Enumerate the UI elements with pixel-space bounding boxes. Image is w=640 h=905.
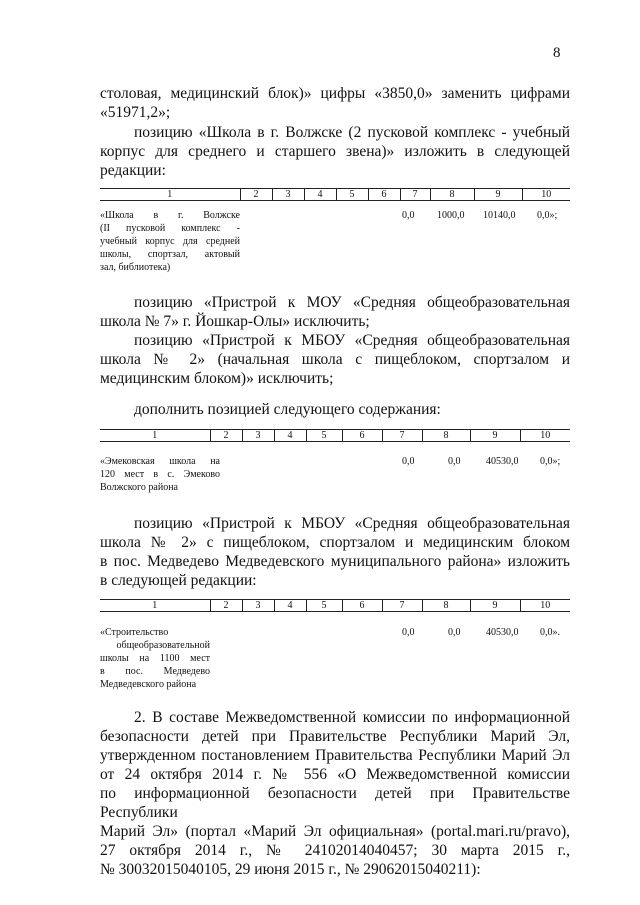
column-header: 10: [522, 189, 570, 201]
paragraph-line: редакции:: [100, 162, 166, 179]
column-header: 8: [422, 600, 470, 612]
cell-col9: 40530,0: [486, 456, 519, 467]
column-header: 4: [304, 189, 336, 201]
paragraph-line: № 30032015040105, 29 июня 2015 г., № 29062015040211):: [100, 861, 481, 878]
row-name-line: «Строительство: [100, 627, 169, 638]
column-header: 6: [368, 189, 400, 201]
table-header-2: [100, 429, 570, 442]
cell-col7: 0,0: [402, 627, 415, 638]
column-header: 7: [400, 189, 430, 201]
paragraph-line: безопасности детей при Правительстве Республики Марий Эл,: [100, 728, 570, 745]
row-name-line: Волжского района: [100, 482, 178, 493]
paragraph-line: позицию «Пристрой к МБОУ «Средняя общеобразовательная: [134, 515, 570, 532]
column-header: 2: [210, 430, 242, 442]
cell-col7: 0,0: [402, 456, 415, 467]
paragraph-line: позицию «Пристрой к МОУ «Средняя общеобразовательная: [134, 294, 570, 311]
column-header: 8: [422, 430, 470, 442]
cell-col8: 1000,0: [437, 210, 465, 221]
column-header: 5: [306, 430, 342, 442]
column-header: 2: [240, 189, 272, 201]
column-header: 10: [520, 600, 570, 612]
cell-col10: 0,0»;: [540, 456, 561, 467]
table-header-3: [100, 599, 570, 612]
cell-col10: 0,0».: [540, 627, 560, 638]
paragraph-line: медицинским блоком)» исключить;: [100, 370, 334, 387]
cell-col8: 0,0: [448, 456, 461, 467]
paragraph-line: школа № 2» с пищеблоком, спортзалом и медицинским блоком: [100, 534, 570, 551]
paragraph-line: позицию «Школа в г. Волжске (2 пусковой комплекс - учебный: [134, 124, 570, 141]
row-name: [100, 209, 240, 274]
table-row: [100, 455, 570, 497]
row-name-line: общеобразовательной: [116, 640, 210, 651]
row-name-line: зал, библиотека): [100, 262, 171, 273]
paragraph-line: школа № 2» (начальная школа с пищеблоком, спортзалом и: [100, 351, 570, 368]
paragraph-7: [100, 708, 570, 879]
paragraph-1: [100, 84, 570, 122]
paragraph-6: [100, 514, 570, 590]
paragraph-line: утвержденном постановлением Правительства Республики Марий Эл: [100, 747, 570, 764]
paragraph-line: 2. В составе Межведомственной комиссии по информационной: [134, 709, 570, 726]
column-header: 3: [242, 600, 274, 612]
column-header: 8: [430, 189, 474, 201]
column-header: 2: [210, 600, 242, 612]
paragraph-line: от 24 октября 2014 г. № 556 «О Межведомственной комиссии: [100, 766, 570, 783]
paragraph-line: 27 октября 2014 г., № 24102014040457; 30 марта 2015 г.,: [100, 842, 570, 859]
row-name-line: в пос. Медведево: [100, 666, 210, 677]
paragraph-line: «51971,2»;: [100, 104, 171, 121]
column-header: 1: [100, 600, 210, 612]
row-name-line: (II пусковой комплекс -: [100, 223, 240, 234]
paragraph-line: Марий Эл» (портал «Марий Эл официальная» (portal.mari.ru/pravo),: [100, 823, 570, 840]
paragraph-line: столовая, медицинский блок)» цифры «3850,0» заменить цифрами: [100, 85, 570, 102]
column-header: 7: [382, 600, 422, 612]
row-name: [100, 626, 210, 691]
paragraph-line: корпус для среднего и старшего звена)» изложить в следующей: [100, 143, 570, 160]
paragraph-line: школа № 7» г. Йошкар-Олы» исключить;: [100, 313, 370, 330]
cell-col8: 0,0: [448, 627, 461, 638]
column-header: 3: [272, 189, 304, 201]
row-name: [100, 455, 220, 494]
paragraph-4: [100, 331, 570, 388]
row-name-line: 120 мест в с. Эмеково: [100, 469, 220, 480]
page-number: 8: [553, 45, 561, 61]
column-header: 10: [520, 430, 570, 442]
paragraph-5: дополнить позицией следующего содержания:: [134, 401, 441, 418]
paragraph-line: в пос. Медведево Медведевского муниципального района» изложить: [100, 553, 570, 570]
cell-col10: 0,0»;: [537, 210, 558, 221]
row-name-line: учебный корпус для средней: [100, 236, 240, 247]
cell-col9: 40530,0: [486, 627, 519, 638]
paragraph-line: позицию «Пристрой к МБОУ «Средняя общеобразовательная: [134, 332, 570, 349]
row-name-line: школы на 1100 мест: [100, 653, 210, 664]
column-header: 9: [474, 189, 522, 201]
column-header: 5: [336, 189, 368, 201]
cell-col9: 10140,0: [483, 210, 516, 221]
row-name-line: Медведевского района: [100, 679, 197, 690]
paragraph-3: [100, 293, 570, 331]
paragraph-2: [100, 123, 570, 180]
column-header: 1: [100, 189, 240, 201]
column-header: 4: [274, 600, 306, 612]
row-name-line: школы, спортзал, актовый: [100, 249, 240, 260]
column-header: 9: [470, 430, 520, 442]
column-header: 6: [342, 430, 382, 442]
column-header: 1: [100, 430, 210, 442]
row-name-line: «Эмековская школа на: [100, 456, 220, 467]
column-header: 4: [274, 430, 306, 442]
column-header: 6: [342, 600, 382, 612]
column-header: 3: [242, 430, 274, 442]
row-name-line: «Школа в г. Волжске: [100, 210, 240, 221]
table-header-1: [100, 188, 570, 201]
cell-col7: 0,0: [402, 210, 415, 221]
table-row: [100, 209, 570, 279]
paragraph-line: по информационной безопасности детей при Правительстве Республики: [100, 785, 570, 821]
column-header: 5: [306, 600, 342, 612]
table-row: [100, 626, 570, 694]
column-header: 7: [382, 430, 422, 442]
column-header: 9: [470, 600, 520, 612]
paragraph-line: в следующей редакции:: [100, 572, 257, 589]
